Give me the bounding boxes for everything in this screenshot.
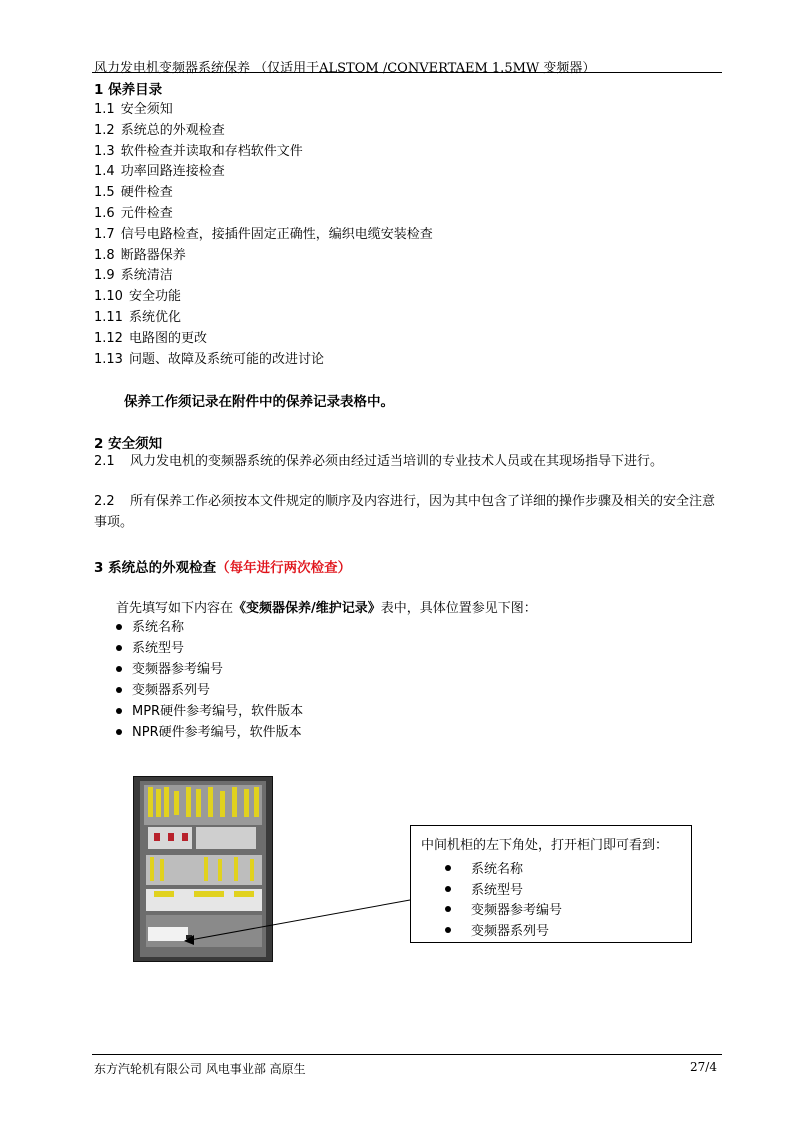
callout-item: 系统型号: [471, 882, 524, 898]
toc-item-number: 1.5: [94, 185, 115, 201]
toc-item-text: 系统清洁: [120, 268, 173, 284]
toc-item-number: 1.7: [94, 226, 115, 242]
callout-bullet-dot: [445, 886, 451, 892]
toc-item-text: 硬件检查: [120, 185, 173, 201]
toc-item-number: 1.2: [94, 122, 115, 138]
callout-item: 变频器系列号: [471, 923, 550, 939]
toc-heading: 1 保养目录: [94, 82, 163, 98]
toc-item-number: 1.12: [94, 330, 123, 346]
toc-item-text: 信号电路检查，接插件固定正确性，编织电缆安装检查: [120, 226, 433, 242]
section3-bullet-item: 变频器系列号: [132, 683, 211, 698]
para-number: 2.1: [94, 454, 115, 469]
para-text: 风力发电机的变频器系统的保养必须由经过适当培训的专业技术人员或在其现场指导下进行。: [130, 454, 664, 469]
toc-item-text: 安全功能: [128, 289, 181, 305]
toc-item-text: 系统总的外观检查: [120, 122, 225, 138]
intro-text-post: 表中，具体位置参见下图：: [380, 601, 537, 616]
footer-divider: [92, 1054, 722, 1055]
callout-bullet-dot: [445, 927, 451, 933]
callout-bullet-dot: [445, 906, 451, 912]
toc-item-number: 1.4: [94, 164, 115, 180]
toc-item-text: 系统优化: [128, 310, 181, 325]
section3-bullet-item: NPR硬件参考编号，软件版本: [132, 725, 302, 740]
para-text: 所有保养工作必须按本文件规定的顺序及内容进行，因为其中包含了详细的操作步骤及相关的安全注意事项。: [94, 494, 716, 530]
toc-item-text: 电路图的更改: [128, 330, 207, 346]
footer-company: 东方汽轮机有限公司 风电事业部 高原生: [94, 1062, 306, 1076]
section3-bullet-item: 系统名称: [132, 620, 185, 635]
callout-item: 变频器参考编号: [471, 903, 563, 918]
callout-box: [410, 825, 692, 943]
callout-item: 系统名称: [471, 862, 524, 877]
toc-item-text: 功率回路连接检查: [120, 164, 225, 180]
section3-bullet-item: 变频器参考编号: [132, 662, 224, 677]
toc-item-number: 1.3: [94, 143, 115, 159]
section2-heading: 2 安全须知: [94, 436, 163, 452]
toc-item-text: 元件检查: [120, 206, 173, 221]
toc-note: 保养工作须记录在附件中的保养记录表格中。: [124, 394, 394, 410]
intro-record-name: 《变频器保养/维护记录》: [233, 601, 381, 616]
toc-item-text: 断路器保养: [120, 247, 186, 263]
footer-page-number: 27/4: [690, 1060, 717, 1074]
callout-bullet-dot: [445, 865, 451, 871]
toc-item-number: 1.6: [94, 206, 115, 221]
section3-bullet-item: MPR硬件参考编号，软件版本: [132, 704, 304, 719]
section3-heading-text: 3 系统总的外观检查: [94, 560, 217, 576]
para-number: 2.2: [94, 494, 115, 509]
toc-item-number: 1.8: [94, 247, 115, 263]
section3-heading-frequency: （每年进行两次检查）: [216, 560, 352, 576]
toc-item-text: 软件检查并读取和存档软件文件: [120, 143, 303, 159]
intro-text-pre: 首先填写如下内容在: [116, 601, 234, 616]
toc-item-number: 1.1: [94, 102, 115, 117]
toc-item-number: 1.9: [94, 268, 115, 284]
page-header-title: 风力发电机变频器系统保养 （仅适用于ALSTOM /CONVERTAEM 1.5MW 变频器）: [94, 61, 596, 76]
toc-item-text: 问题、故障及系统可能的改进讨论: [128, 351, 324, 367]
toc-item-text: 安全须知: [120, 102, 173, 117]
section3-bullet-item: 系统型号: [132, 641, 185, 656]
toc-item-number: 1.13: [94, 351, 123, 367]
callout-title: 中间机柜的左下角处，打开柜门即可看到：: [421, 838, 669, 853]
toc-item-number: 1.10: [94, 289, 123, 305]
toc-item-number: 1.11: [94, 310, 123, 325]
